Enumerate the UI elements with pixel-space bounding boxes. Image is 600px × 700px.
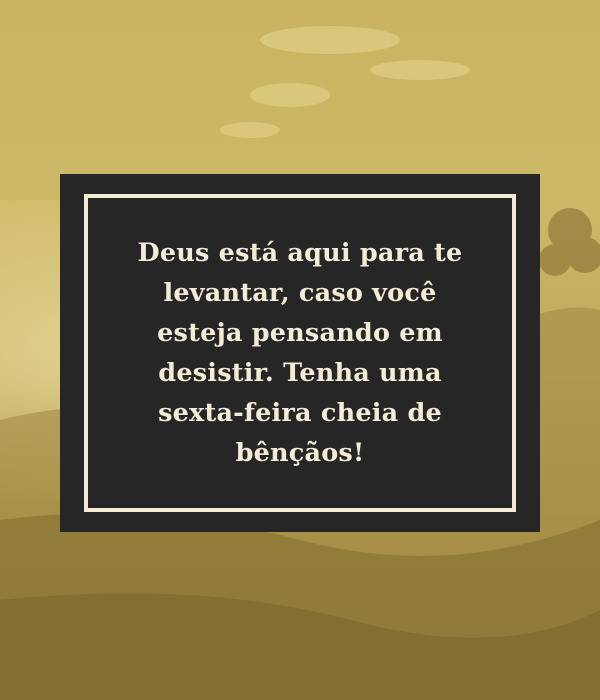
quote-card: [60, 174, 540, 532]
quote-line: sexta-feira cheia de: [158, 398, 442, 428]
quote-frame-border: [84, 194, 516, 512]
quote-line: Deus está aqui para te: [137, 238, 463, 268]
quote-line: desistir. Tenha uma: [158, 358, 442, 388]
clouds: [220, 26, 470, 138]
quote-line: levantar, caso você: [163, 278, 437, 308]
quote-line: esteja pensando em: [157, 318, 443, 348]
quote-text: [118, 233, 483, 473]
quote-line: bênçãos!: [235, 438, 365, 468]
